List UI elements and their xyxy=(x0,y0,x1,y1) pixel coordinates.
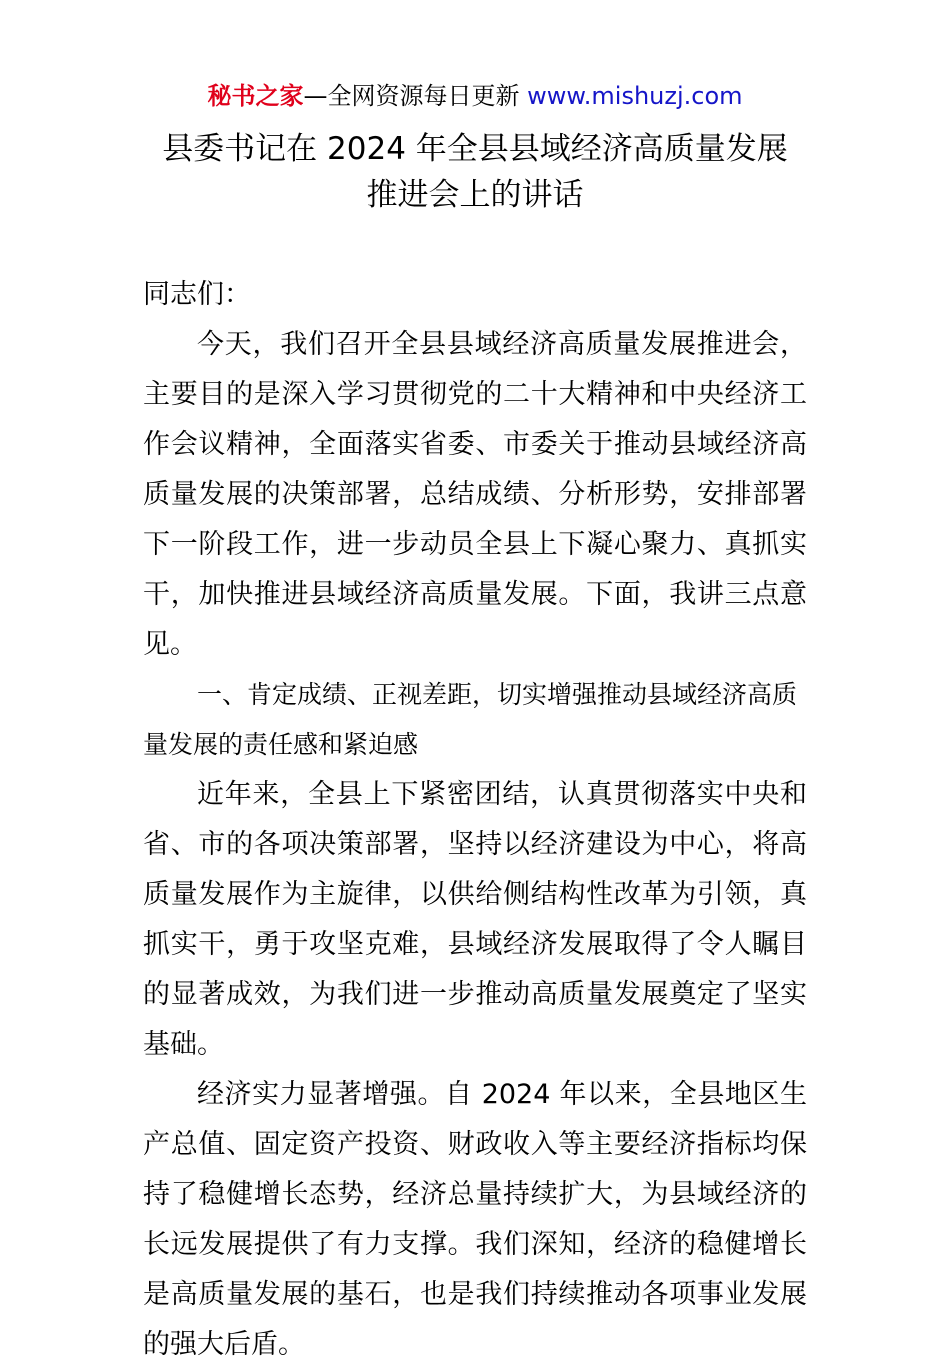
title-line-2: 推进会上的讲话 xyxy=(366,177,584,213)
document-title xyxy=(0,126,950,218)
paragraph-economic-strength: 经济实力显著增强。自 2024 年以来，全县地区生产总值、固定资产投资、财政收入等主要经济指标均保持了稳健增长态势，经济总量持续扩大，为县域经济的长远发展提供了有力支撑。我们深知，经济的稳健增长是高质量发展的基石，也是我们持续推动各项事业发展的强大后盾。 xyxy=(143,1079,807,1360)
document-body xyxy=(143,270,807,1370)
paragraph-intro: 今天，我们召开全县县域经济高质量发展推进会，主要目的是深入学习贯彻党的二十大精神和中央经济工作会议精神，全面落实省委、市委关于推动县域经济高质量发展的决策部署，总结成绩、分析形势，安排部署下一阶段工作，进一步动员全县上下凝心聚力、真抓实干，加快推进县域经济高质量发展。下面，我讲三点意见。 xyxy=(143,329,807,660)
site-header xyxy=(0,80,950,112)
brand-slogan: —全网资源每日更新 xyxy=(303,82,528,110)
greeting: 同志们： xyxy=(143,279,251,310)
section-heading-1: 一、肯定成绩、正视差距，切实增强推动县域经济高质量发展的责任感和紧迫感 xyxy=(143,680,798,759)
site-url-link[interactable]: www.mishuzj.com xyxy=(527,82,743,110)
title-line-1: 县委书记在 2024 年全县县域经济高质量发展 xyxy=(162,131,788,167)
paragraph-achievements: 近年来，全县上下紧密团结，认真贯彻落实中央和省、市的各项决策部署，坚持以经济建设为中心，将高质量发展作为主旋律，以供给侧结构性改革为引领，真抓实干，勇于攻坚克难，县域经济发展取得了令人瞩目的显著成效，为我们进一步推动高质量发展奠定了坚实基础。 xyxy=(143,779,807,1060)
brand-name: 秘书之家 xyxy=(207,82,304,110)
